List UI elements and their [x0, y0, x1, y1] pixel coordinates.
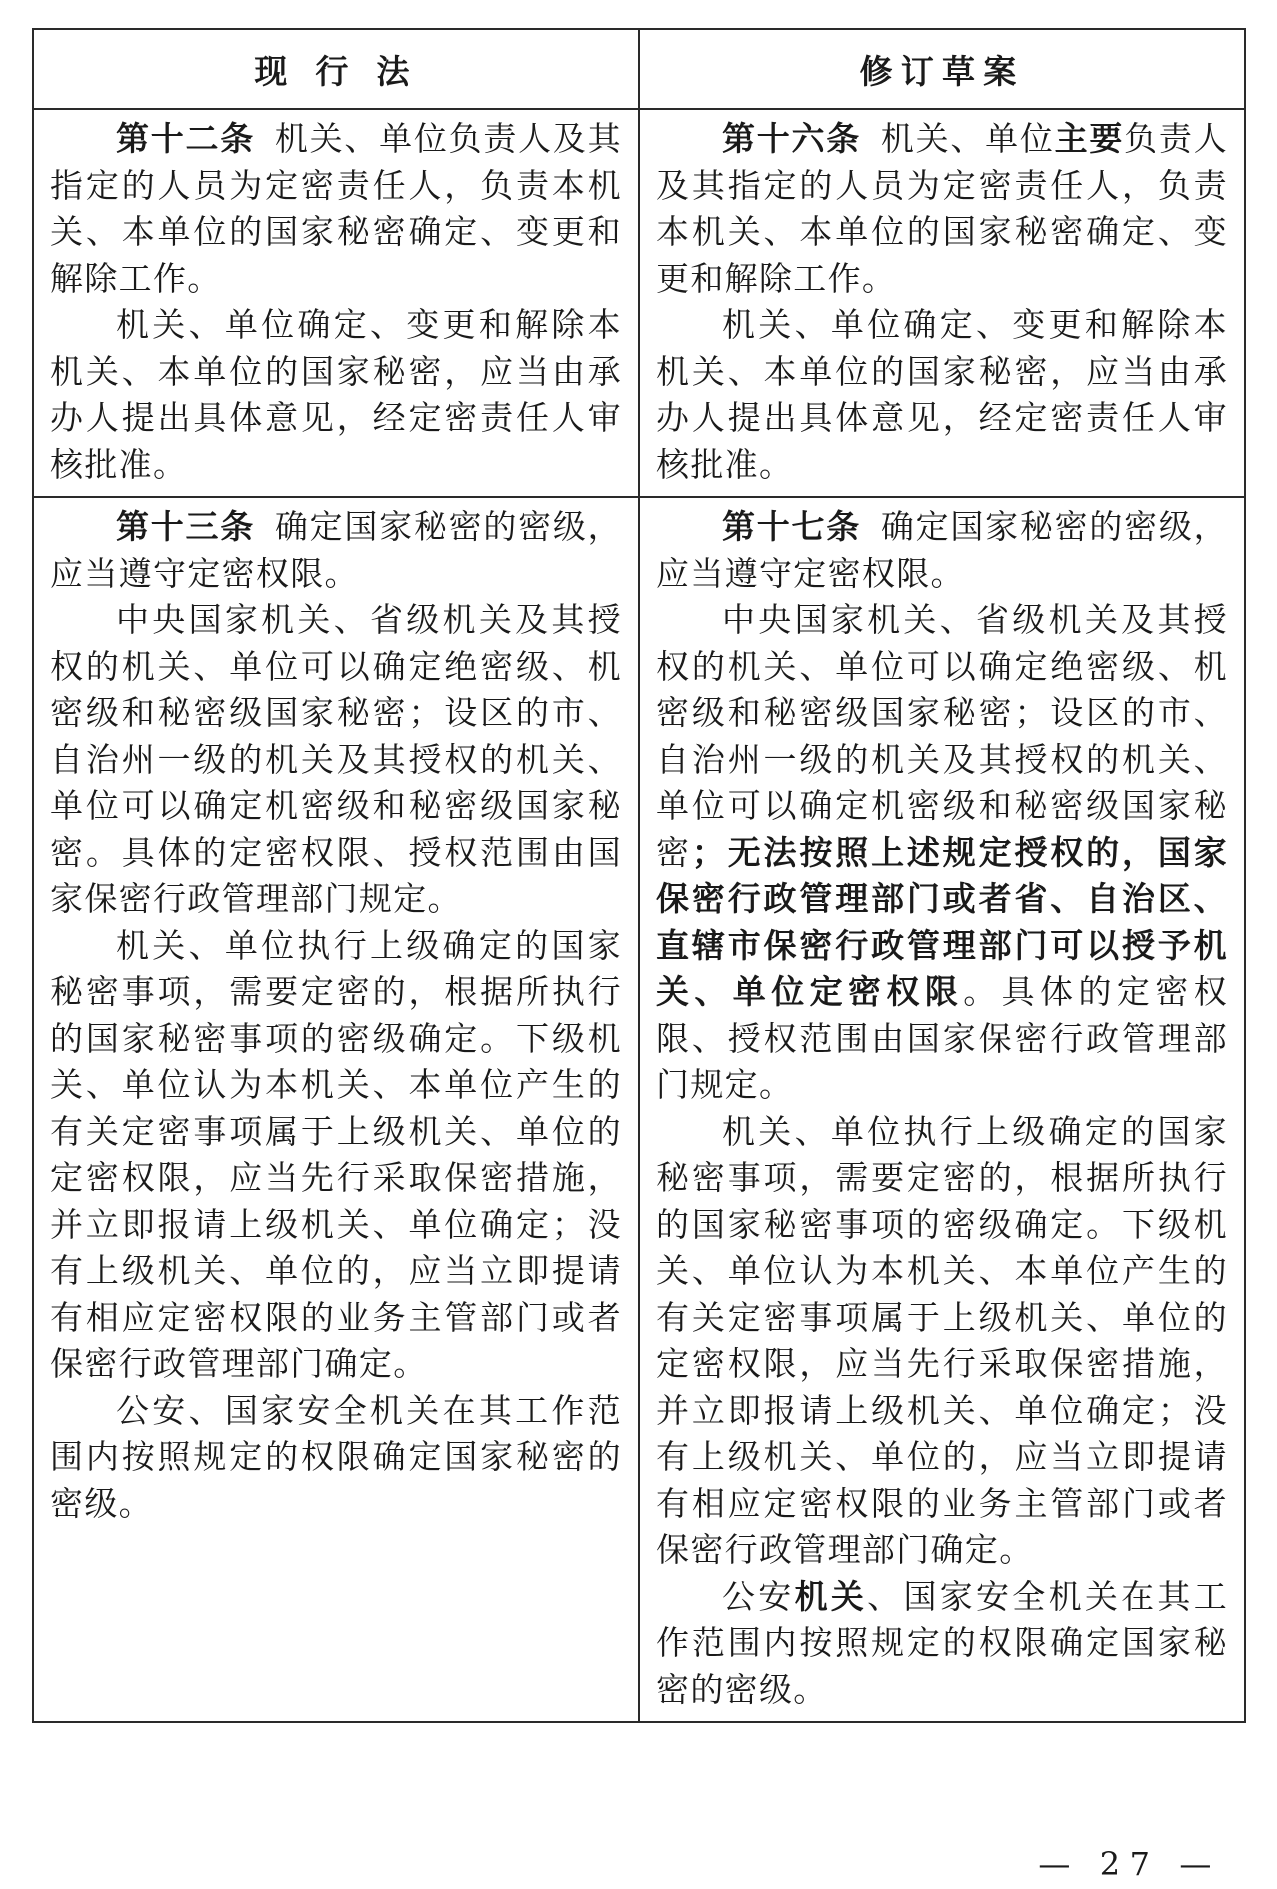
article-text: 公安、国家安全机关在其工作范围内按照规定的权限确定国家秘密的密级。 — [50, 1390, 622, 1523]
article-text: 中央国家机关、省级机关及其授权的机关、单位可以确定绝密级、机密级和秘密级国家秘密；设区的市、自治州一级的机关及其授权的机关、单位可以确定机密级和秘密级国家秘密。具体的定密权限、授权范围由国家保密行政管理部门规定。 — [50, 600, 622, 918]
article-paragraph — [50, 923, 622, 1388]
article-title: 第十七条 — [722, 507, 862, 546]
article-text: 机关、单位确定、变更和解除本机关、本单位的国家秘密，应当由承办人提出具体意见，经定密责任人审核批准。 — [656, 305, 1228, 484]
header-row — [33, 29, 1245, 109]
header-revision-draft: 修订草案 — [639, 29, 1245, 109]
article-text: 确定国家秘密的密级，应当遵守定密权限。 — [50, 507, 623, 593]
table-row — [33, 497, 1245, 1722]
article-text: 机关、单位确定、变更和解除本机关、本单位的国家秘密，应当由承办人提出具体意见，经定密责任人审核批准。 — [50, 305, 622, 484]
revised-text: ；无法按照上述规定授权的，国家保密行政管理部门或者省、自治区、直辖市保密行政管理部门可以授予机关、单位定密权限 — [656, 832, 1228, 1011]
article-text: 确定国家秘密的密级，应当遵守定密权限。 — [656, 507, 1229, 593]
article-paragraph — [50, 1388, 622, 1528]
cell-draft-article-17 — [639, 497, 1245, 1722]
article-paragraph — [656, 302, 1228, 488]
header-current-law: 现 行 法 — [33, 29, 639, 109]
comparison-table — [32, 28, 1246, 1723]
article-text: 。具体的定密权限、授权范围由国家保密行政管理部门规定。 — [656, 972, 1228, 1104]
article-text: 机关、单位执行上级确定的国家秘密事项，需要定密的，根据所执行的国家秘密事项的密级确定。下级机关、单位认为本机关、本单位产生的有关定密事项属于上级机关、单位的定密权限，应当先行采取保密措施，并立即报请上级机关、单位确定；没有上级机关、单位的，应当立即提请有相应定密权限的业务主管部门或者保密行政管理部门确定。 — [656, 1111, 1228, 1569]
article-title: 第十六条 — [722, 119, 862, 158]
article-text: 机关、单位执行上级确定的国家秘密事项，需要定密的，根据所执行的国家秘密事项的密级确定。下级机关、单位认为本机关、本单位产生的有关定密事项属于上级机关、单位的定密权限，应当先行采取保密措施，并立即报请上级机关、单位确定；没有上级机关、单位的，应当立即提请有相应定密权限的业务主管部门或者保密行政管理部门确定。 — [50, 925, 622, 1383]
article-paragraph — [50, 597, 622, 923]
article-text: 机关、单位负责人及其指定的人员为定密责任人，负责本机关、本单位的国家秘密确定、变更和解除工作。 — [50, 119, 623, 298]
article-text: 机关、单位 — [880, 119, 1055, 158]
cell-current-article-13 — [33, 497, 639, 1722]
article-text: 中央国家机关、省级机关及其授权的机关、单位可以确定绝密级、机密级和秘密级国家秘密；设区的市、自治州一级的机关及其授权的机关、单位可以确定机密级和秘密级国家秘密 — [656, 600, 1228, 872]
article-text: 、国家安全机关在其工作范围内按照规定的权限确定国家秘密的密级。 — [656, 1576, 1229, 1709]
article-paragraph — [50, 302, 622, 488]
article-text: 公安 — [722, 1576, 795, 1616]
article-paragraph — [656, 504, 1228, 597]
article-paragraph — [50, 116, 622, 302]
cell-draft-article-16 — [639, 109, 1245, 497]
article-paragraph — [50, 504, 622, 597]
article-title: 第十二条 — [116, 119, 256, 158]
table-row — [33, 109, 1245, 497]
article-title: 第十三条 — [116, 507, 256, 546]
page-number: — 27 — — [1038, 1845, 1221, 1883]
article-paragraph — [656, 1109, 1228, 1574]
article-text: 负责人及其指定的人员为定密责任人，负责本机关、本单位的国家秘密确定、变更和解除工作。 — [656, 119, 1229, 298]
cell-current-article-12 — [33, 109, 639, 497]
revised-text: 机关 — [794, 1576, 868, 1616]
revised-text: 主要 — [1054, 119, 1125, 158]
article-paragraph — [656, 1574, 1228, 1714]
article-paragraph — [656, 597, 1228, 1109]
article-paragraph — [656, 116, 1228, 302]
